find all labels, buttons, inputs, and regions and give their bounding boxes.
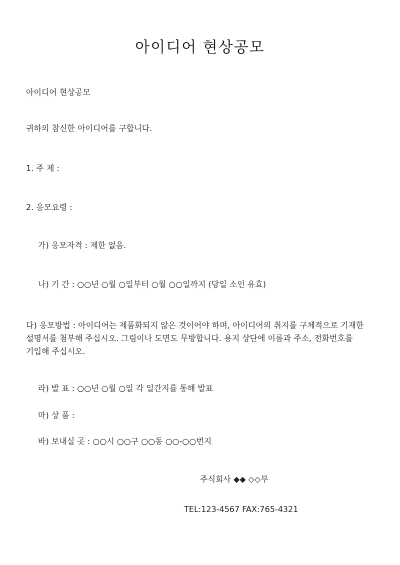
announcement-line: 라) 발 표 : ○○년 ○월 ○일 각 일간지를 통해 발표 — [38, 384, 214, 393]
section-heading: 아이디어 현상공모 — [26, 88, 91, 97]
item-guidelines: 2. 응모요령 : — [26, 203, 73, 212]
address-line: 바) 보내실 곳 : ○○시 ○○구 ○○동 ○○-○○번지 — [38, 437, 212, 446]
method-paragraph: 다) 응모방법 : 아이디어는 제품화되지 않은 것이어야 하며, 아이디어의 취지를 구체적으로 기재한 설명서를 첨부해 주십시오. 그림이나 도면도 무방합니다. 용지 상단에 이름과 주소, 전화번호를 기입해 주십시오. — [26, 321, 364, 356]
eligibility-line: 가) 응모자격 : 제한 없음. — [38, 241, 127, 250]
intro-text: 귀하의 참신한 아이디어를 구합니다. — [26, 124, 153, 133]
item-topic: 1. 주 제 : — [26, 164, 60, 173]
company-name: 주식회사 ◆◆ ◇◇부 — [200, 475, 269, 484]
contact-info: TEL:123-4567 FAX:765-4321 — [184, 505, 299, 514]
period-line: 나) 기 간 : ○○년 ○월 ○일부터 ○월 ○○일까지 (당일 소인 유효) — [38, 280, 266, 289]
document-title: 아이디어 현상공모 — [135, 38, 265, 56]
prize-line: 마) 상 품 : — [38, 411, 75, 420]
